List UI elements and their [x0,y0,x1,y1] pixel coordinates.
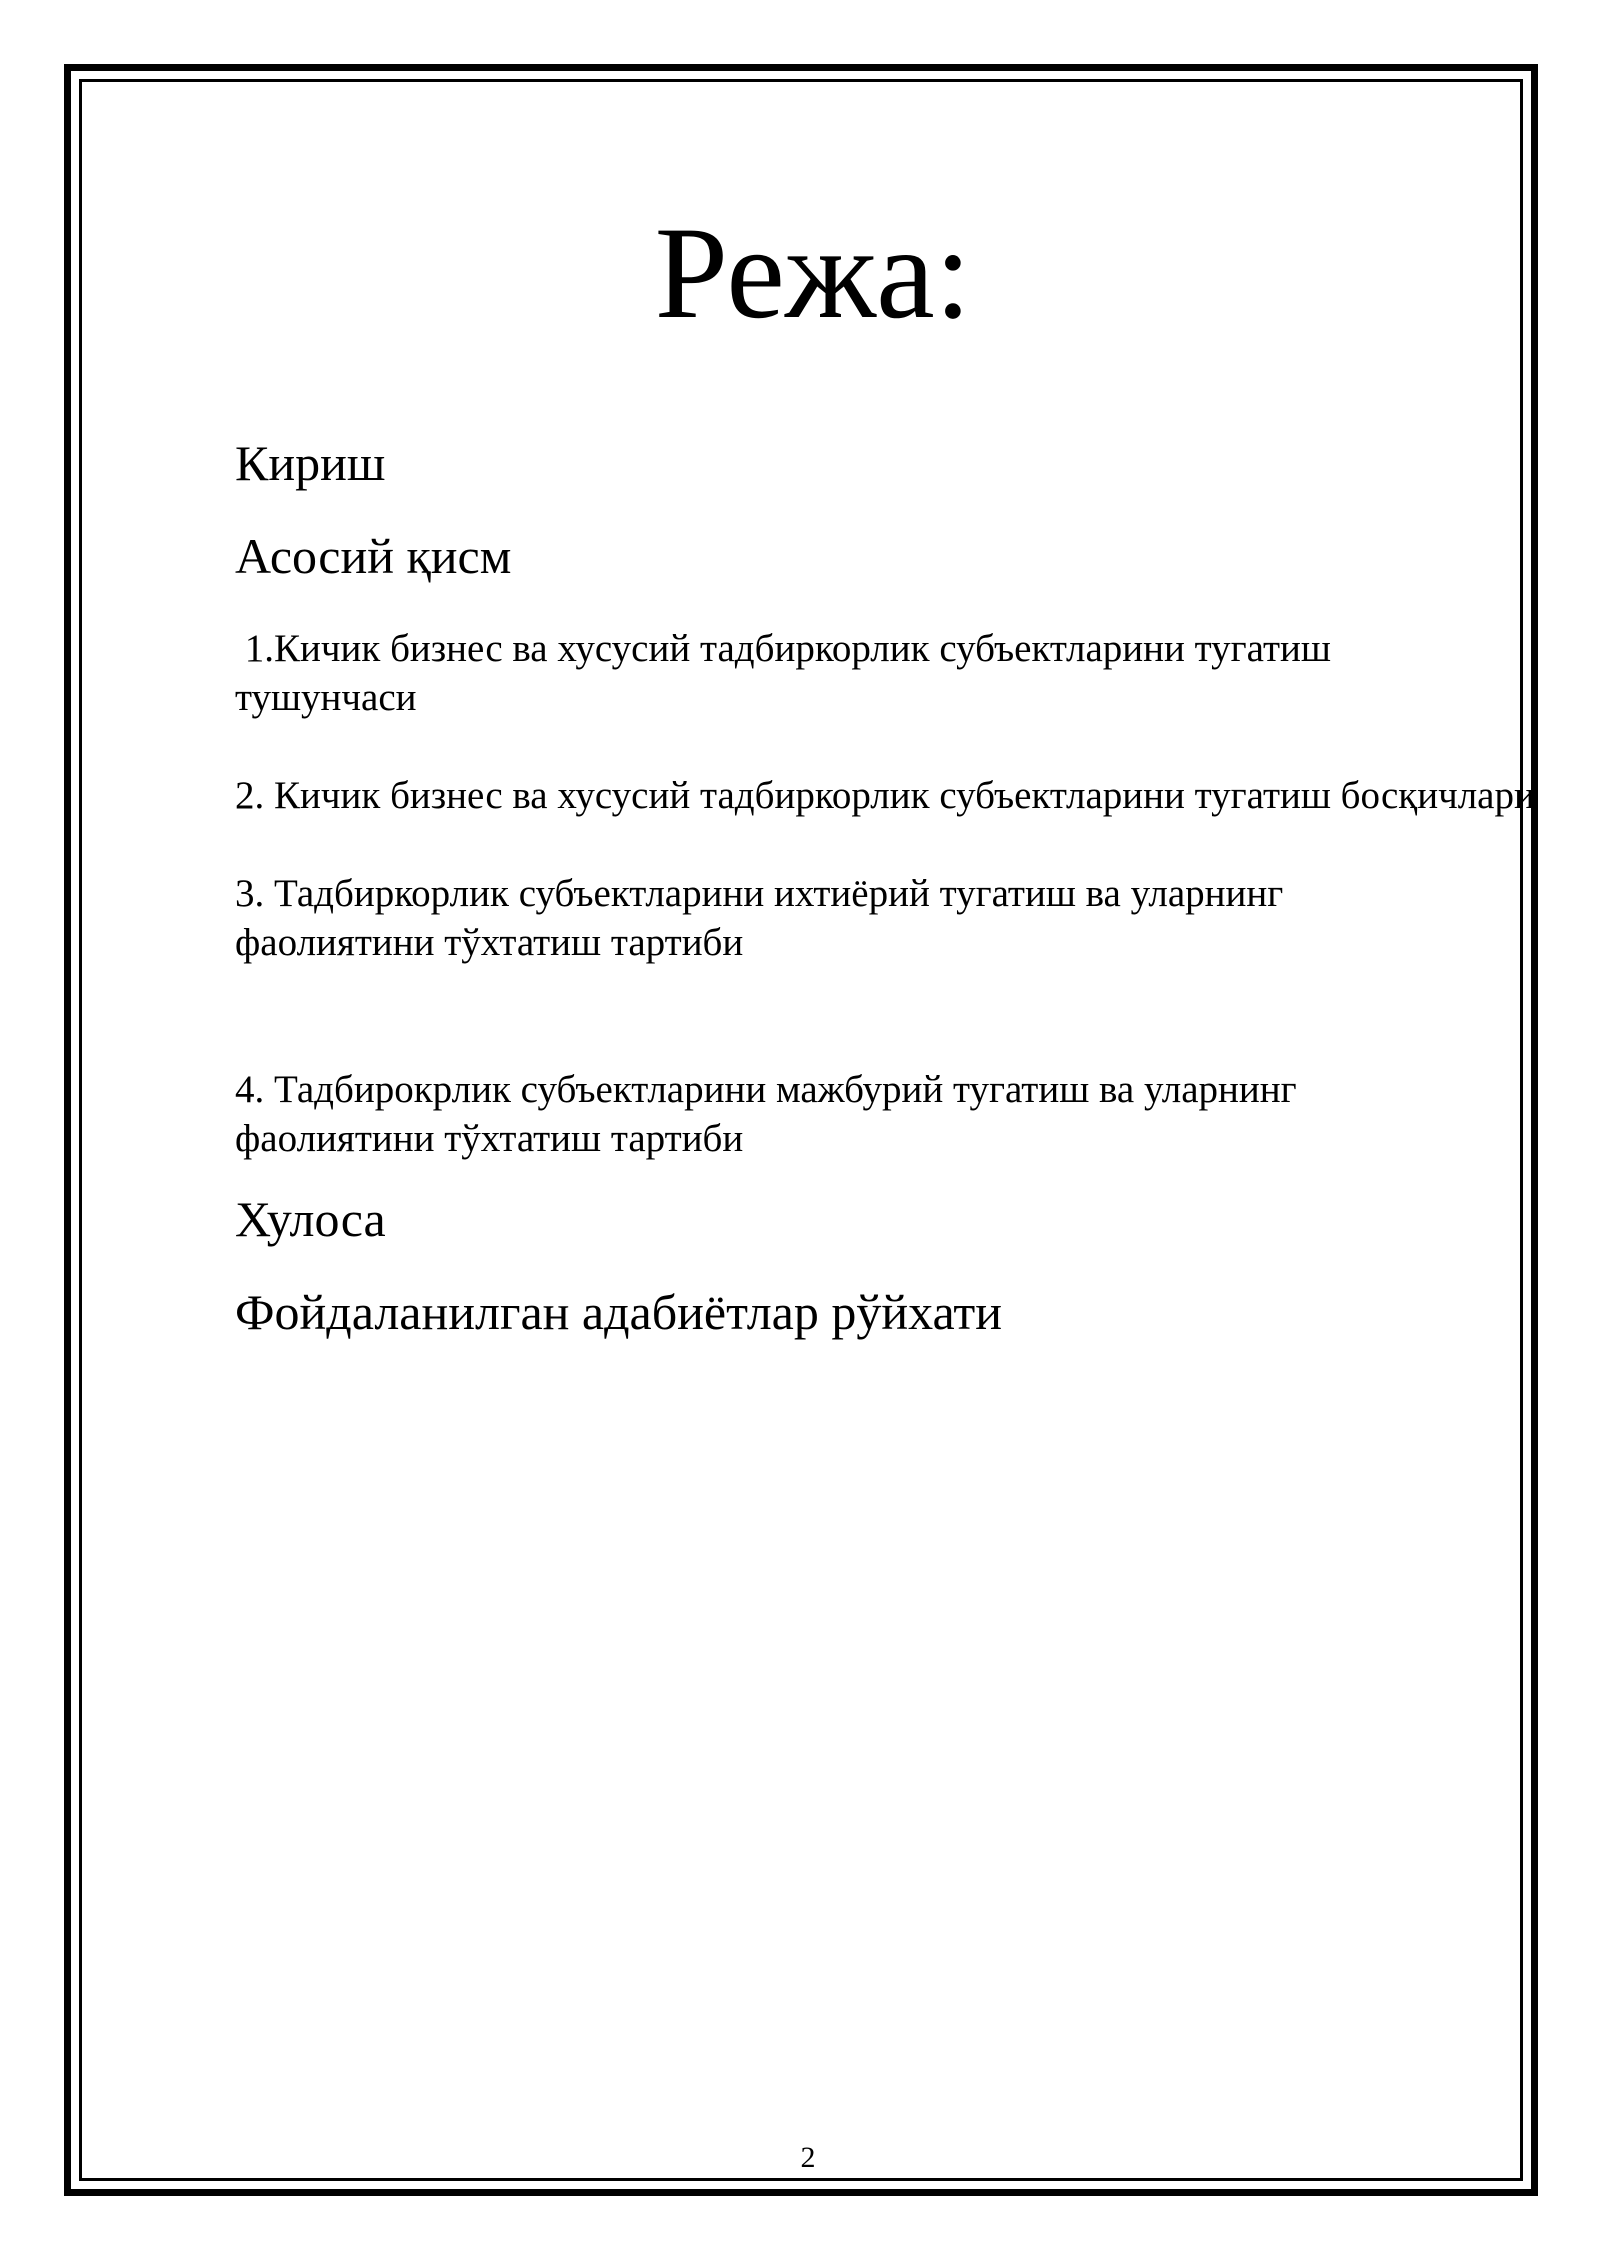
section-main-part: Асосий қисм [235,528,512,584]
plan-item-2: 2. Кичик бизнес ва хусусий тадбиркорлик субъектларини тугатиш босқичлари [235,774,1535,817]
page-border-outer [64,64,1538,2196]
section-introduction: Кириш [235,435,386,491]
plan-contents [235,371,1535,1342]
plan-item-3: 3. Тадбиркорлик субъектларини ихтиёрий тугатиш ва уларнинг фаолиятини тўхтатиш тартиби [235,872,1284,964]
page-title: Режа: [654,199,972,346]
plan-item-4: 4. Тадбирокрлик субъектларини мажбурий тугатиш ва уларнинг фаолиятини тўхтатиш тартиби [235,1068,1297,1160]
section-conclusion: Хулоса [235,1191,386,1247]
page-number: 2 [800,2141,816,2174]
plan-item-1: 1.Кичик бизнес ва хусусий тадбиркорлик субъектларини тугатиш тушунчаси [235,627,1341,719]
section-references: Фойдаланилган адабиётлар рўйхати [235,1284,1002,1340]
